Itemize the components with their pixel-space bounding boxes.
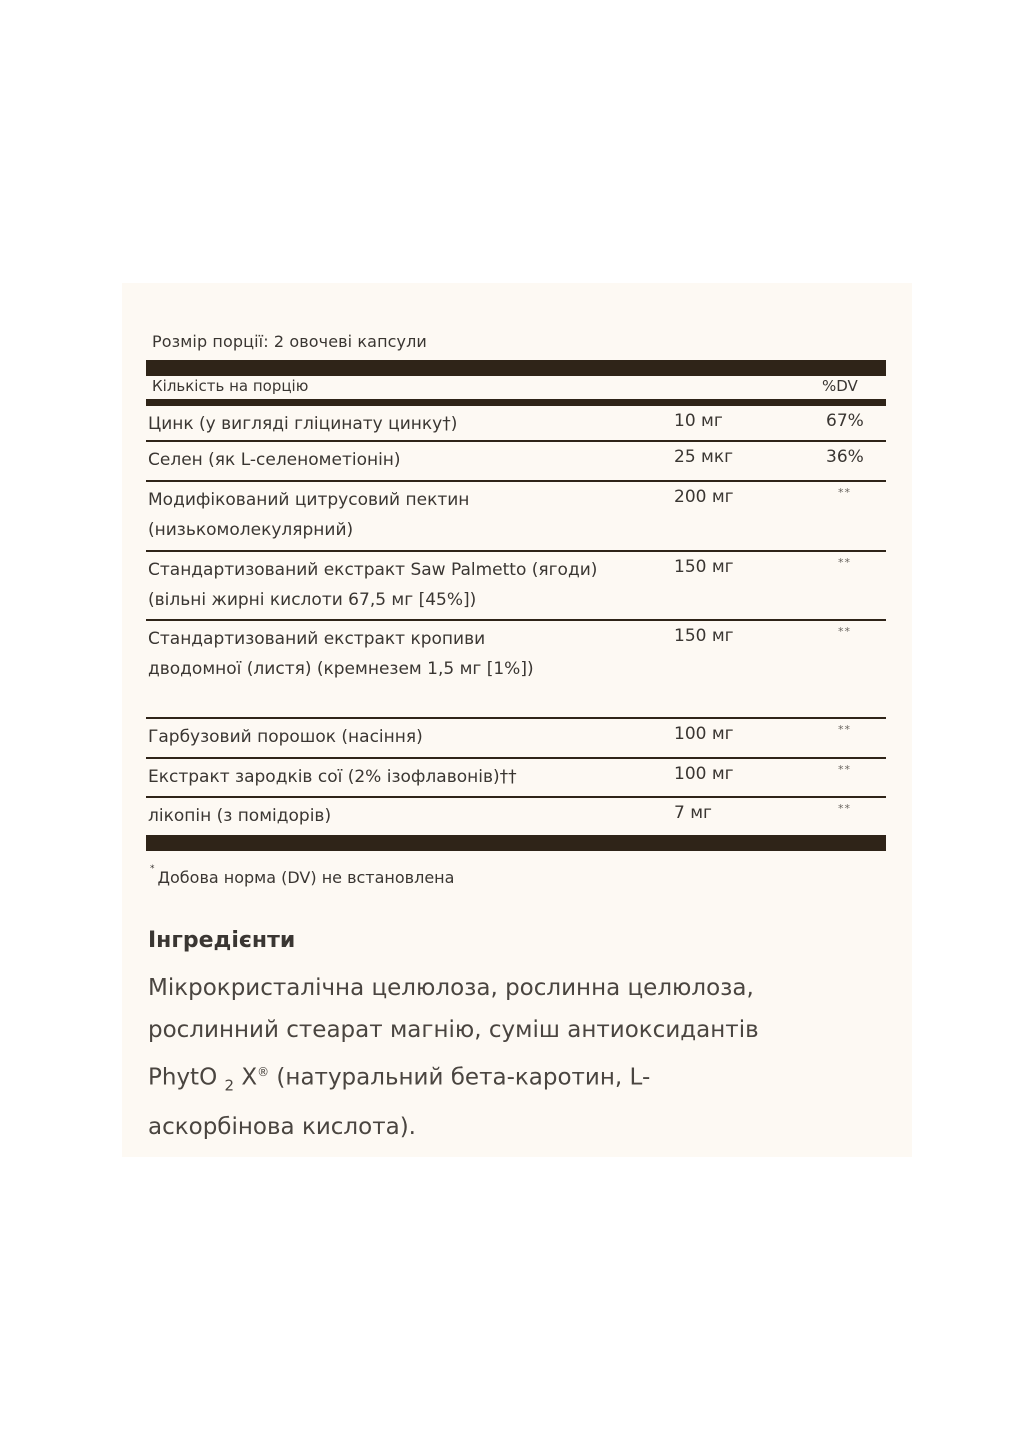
table-header: [146, 376, 886, 399]
nutrition-table: [146, 360, 886, 851]
nutrient-amount: 100 мг: [674, 764, 734, 784]
footnote-text: Добова норма (DV) не встановлена: [157, 868, 455, 887]
table-top-bar: [146, 360, 886, 376]
dv-label: %DV: [822, 377, 858, 395]
nutrient-dv: **: [838, 802, 851, 815]
table-row: [146, 406, 886, 442]
registered-mark: ®: [257, 1065, 270, 1079]
nutrient-name: Екстракт зародків сої (2% ізофлавонів)††: [148, 767, 517, 787]
nutrient-amount: 200 мг: [674, 487, 734, 507]
ingredients-title: Інгредієнти: [148, 928, 296, 953]
nutrient-dv: 36%: [826, 447, 864, 467]
dv-footnote: [150, 864, 455, 887]
nutrient-amount: 100 мг: [674, 724, 734, 744]
ingredients-line: рослинний стеарат магнію, суміш антиоксидантів: [148, 1017, 759, 1043]
nutrient-name: Модифікований цитрусовий пектин (низькомолекулярний): [148, 490, 470, 540]
serving-size: Розмір порції: 2 овочеві капсули: [152, 332, 427, 351]
nutrient-name: лікопін (з помідорів): [148, 806, 332, 826]
table-header-bar: [146, 399, 886, 406]
nutrient-dv: **: [838, 556, 851, 569]
nutrient-dv: **: [838, 723, 851, 736]
table-row: [146, 759, 886, 798]
nutrient-name: Стандартизований екстракт Saw Palmetto (ягоди) (вільні жирні кислоти 67,5 мг [45%]): [148, 560, 598, 610]
nutrient-amount: 25 мкг: [674, 447, 734, 467]
ingredients-fragment: (натуральний бета-каротин, L-: [269, 1064, 651, 1091]
table-row: [146, 482, 886, 552]
nutrient-dv: **: [838, 625, 851, 638]
nutrient-name: Стандартизований екстракт кропиви дводомної (листя) (кремнезем 1,5 мг [1%]): [148, 629, 534, 679]
nutrient-name: Цинк (у вигляді гліцинату цинку†): [148, 414, 458, 434]
ingredients-line: аскорбінова кислота).: [148, 1114, 416, 1141]
ingredients-subscript: 2: [224, 1076, 235, 1095]
ingredients-text: [148, 967, 888, 1148]
nutrient-dv: **: [838, 763, 851, 776]
ingredients-fragment: X: [234, 1064, 258, 1091]
nutrient-dv: 67%: [826, 411, 864, 431]
table-row: [146, 719, 886, 759]
footnote-marker: *: [150, 864, 155, 874]
table-bottom-bar: [146, 835, 886, 851]
nutrient-dv: **: [838, 486, 851, 499]
supplement-facts-panel: [122, 283, 912, 1157]
table-row: [146, 798, 886, 835]
table-row: [146, 621, 886, 719]
nutrient-name: Гарбузовий порошок (насіння): [148, 727, 423, 747]
ingredients-line: [148, 1051, 888, 1106]
nutrient-amount: 150 мг: [674, 626, 734, 646]
nutrient-amount: 150 мг: [674, 557, 734, 577]
amount-per-serving-label: Кількість на порцію: [152, 377, 309, 395]
nutrient-amount: 7 мг: [674, 803, 712, 823]
table-row: [146, 442, 886, 482]
ingredients-fragment: PhytO: [148, 1064, 225, 1091]
ingredients-line: Мікрокристалічна целюлоза, рослинна целюлоза,: [148, 975, 754, 1001]
table-row: [146, 552, 886, 621]
nutrient-amount: 10 мг: [674, 411, 723, 431]
nutrient-name: Селен (як L-селенометіонін): [148, 450, 401, 470]
